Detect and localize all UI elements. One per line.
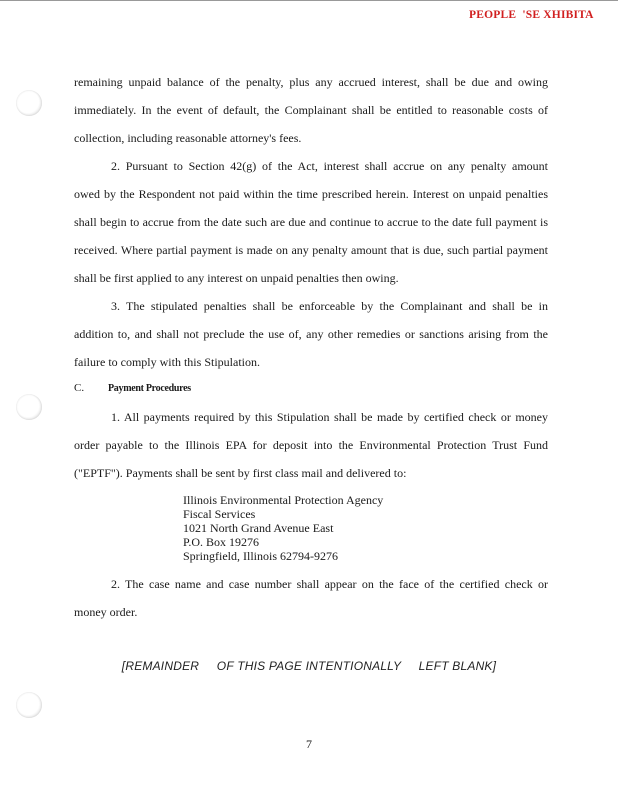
exhibit-stamp: PEOPLE 'SE XHIBITA — [469, 9, 594, 21]
top-border — [0, 0, 618, 1]
section-letter: C. — [74, 382, 85, 394]
body-line: ("EPTF"). Payments shall be sent by first class mail and delivered to: — [74, 466, 407, 480]
body-line: immediately. In the event of default, the Complainant shall be entitled to reasonable costs of — [74, 103, 548, 117]
address-line: Fiscal Services — [183, 507, 256, 521]
hole-punch-icon — [16, 692, 42, 718]
body-line: received. Where partial payment is made on any penalty amount that is due, such partial payment — [74, 243, 548, 257]
address-line: P.O. Box 19276 — [183, 535, 260, 549]
body-line: shall be first applied to any interest on unpaid penalties then owing. — [74, 271, 399, 285]
address-line: Springfield, Illinois 62794-9276 — [183, 549, 338, 563]
body-line: 1. All payments required by this Stipulation shall be made by certified check or money — [111, 410, 548, 424]
body-line: 2. The case name and case number shall appear on the face of the certified check or — [111, 577, 548, 591]
body-line: order payable to the Illinois EPA for deposit into the Environmental Protection Trust Fund — [74, 438, 548, 452]
address-line: 1021 North Grand Avenue East — [183, 521, 334, 535]
remainder-note: [REMAINDER OF THIS PAGE INTENTIONALLY LEFT BLANK] — [121, 659, 497, 673]
hole-punch-icon — [16, 394, 42, 420]
page-number: 7 — [306, 737, 312, 751]
body-line: 3. The stipulated penalties shall be enforceable by the Complainant and shall be in — [111, 299, 548, 313]
body-line: 2. Pursuant to Section 42(g) of the Act, interest shall accrue on any penalty amount — [111, 159, 548, 173]
address-line: Illinois Environmental Protection Agency — [183, 493, 384, 507]
body-line: shall begin to accrue from the date such are due and continue to accrue to the date full payment is — [74, 215, 548, 229]
body-line: money order. — [74, 605, 138, 619]
body-line: collection, including reasonable attorney's fees. — [74, 131, 302, 145]
body-line: remaining unpaid balance of the penalty, plus any accrued interest, shall be due and owing — [74, 75, 548, 89]
section-title: Payment Procedures — [108, 383, 191, 394]
hole-punch-icon — [16, 90, 42, 116]
section-heading — [74, 382, 191, 394]
body-line: addition to, and shall not preclude the use of, any other remedies or sanctions arising from the — [74, 327, 548, 341]
body-line: owed by the Respondent not paid within the time prescribed herein. Interest on unpaid penalties — [74, 187, 548, 201]
body-line: failure to comply with this Stipulation. — [74, 355, 260, 369]
